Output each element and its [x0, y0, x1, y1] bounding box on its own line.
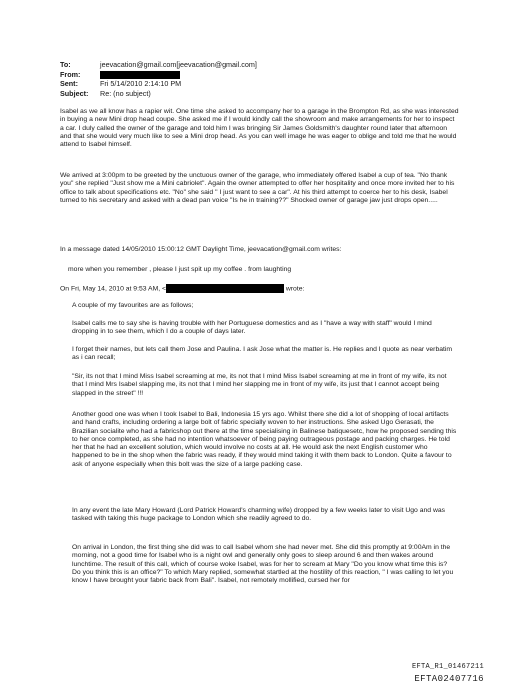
- sent-label: Sent:: [60, 79, 78, 88]
- quoted-paragraph-3: I forget their names, but lets call them Jose and Paulina. I ask Jose what the matter is. He replies and I quote as near verbatim as i can recall;: [72, 346, 453, 362]
- subject-row: [60, 89, 460, 99]
- to-row: [60, 60, 460, 70]
- on-date-line: [60, 284, 460, 294]
- bates-number-1: EFTA_R1_01467211: [411, 663, 484, 671]
- on-date-prefix: On Fri, May 14, 2010 at 9:53 AM, <: [60, 285, 166, 293]
- sent-value: Fri 5/14/2010 2:14:10 PM: [100, 79, 182, 88]
- from-label: From:: [60, 69, 81, 79]
- redaction-box: [166, 284, 284, 293]
- quoted-paragraph-7: On arrival in London, the first thing she did was to call Isabel whom she had never met. She did this promptly at 9:00Am in the morning, not a good time for Isabel who is a night owl and generally only goes to sleep around 6 and then wakes around lunchtime. The result of this call, which of course woke Isabel, was for her to scream at Mary "Do you know what time this is? Do you think this is an office?" To which Mary replied, somewhat startled at the hostility of this reaction, " I was calling to let you know I have brought your fabric back from Bali". Isabel, not remotely mollified, cursed her for: [72, 544, 454, 585]
- quoted-paragraph-5: Another good one was when I took Isabel to Bali, Indonesia 15 yrs ago. Whilst there she did a lot of shopping of local artifacts and hand crafts, including ordering a large bolt of fabric specially woven to her instructions. She asked Ugo Gerasati, the Brazilian socialite who had a fabricshop out there at the time specialising in Balinese batiquesetc, how he proposed sending this to her once completed, as she had no intention whatsoever of being paying outrageous postage and packing charges. He told her that he had an excellent solution, which would involve no costs at all. He would ask the next English customer who happened to be in the shop when the fabric was ready, if they would mind taking it with them back to London. Quite a favour to ask of anyone especially when this bolt was the size of a large packing case.: [72, 411, 457, 468]
- redaction-box: [100, 71, 180, 79]
- quoted-paragraph-6: In any event the late Mary Howard (Lord Patrick Howard's charming wife) dropped by a few weeks later to visit Ugo and was tasked with taking this huge package to London which she readily agreed to do.: [72, 507, 446, 523]
- to-label: To:: [60, 60, 71, 69]
- reply-line: more when you remember , please I just spit up my coffee . from laughting: [68, 266, 292, 273]
- quote-intro: In a message dated 14/05/2010 15:00:12 GMT Daylight Time, jeevacation@gmail.com writes:: [60, 246, 342, 253]
- on-date-suffix: wrote:: [285, 285, 305, 293]
- body-paragraph-2: We arrived at 3:00pm to be greeted by the unctuous owner of the garage, who immediately offered Isabel a cup of tea. "No thank you" she replied "Just show me a Mini cabriolet". Again the owner attempted to offer her hospitality and once more invited her to his office to talk about specifications etc. "No" she said " I just want to see a car". At his third attempt to coerce her to his desk, Isabel turned to his secretary and asked with a dead pan voice "Is he in training??" Shocked owner of garage jaw just drops open.....: [60, 172, 455, 204]
- subject-label: Subject:: [60, 88, 89, 98]
- quoted-paragraph-1: A couple of my favourites are as follows;: [72, 302, 194, 309]
- quoted-paragraph-2: Isabel calls me to say she is having trouble with her Portuguese domestics and as I "have a way with staff" would I mind dropping in to see them, which I do a couple of days later.: [72, 320, 432, 336]
- from-row: [60, 70, 460, 80]
- bates-number-2: EFTA02407716: [414, 674, 484, 684]
- email-header: [60, 60, 460, 98]
- quoted-paragraph-4: "Sir, its not that I mind Miss Isabel screaming at me, its not that I mind Miss Isabel screaming at me in front of my wife, its not that I mind Mrs Isabel slapping me, its not that I mind her slapping me in front of my wife, its just that I cannot accept being slapped in the street" !!!: [72, 373, 447, 397]
- sent-row: [60, 79, 460, 89]
- body-paragraph-1: Isabel as we all know has a rapier wit. One time she asked to accompany her to a garage in the Brompton Rd, as she was interested in buying a new Mini drop head coupe. She asked me if I would kindly call the showroom and make arrangements for her to inspect a car. I duly called the owner of the garage and told him I was bringing Sir James Goldsmith's daughter round later that afternoon and that she would very much like to see a Mini drop head. As you can well image he was eager to oblige and told me that he would attend to Isabel himself.: [60, 108, 459, 149]
- subject-value: Re: (no subject): [100, 88, 151, 98]
- to-value: jeevacation@gmail.com[jeevacation@gmail.com]: [100, 60, 257, 69]
